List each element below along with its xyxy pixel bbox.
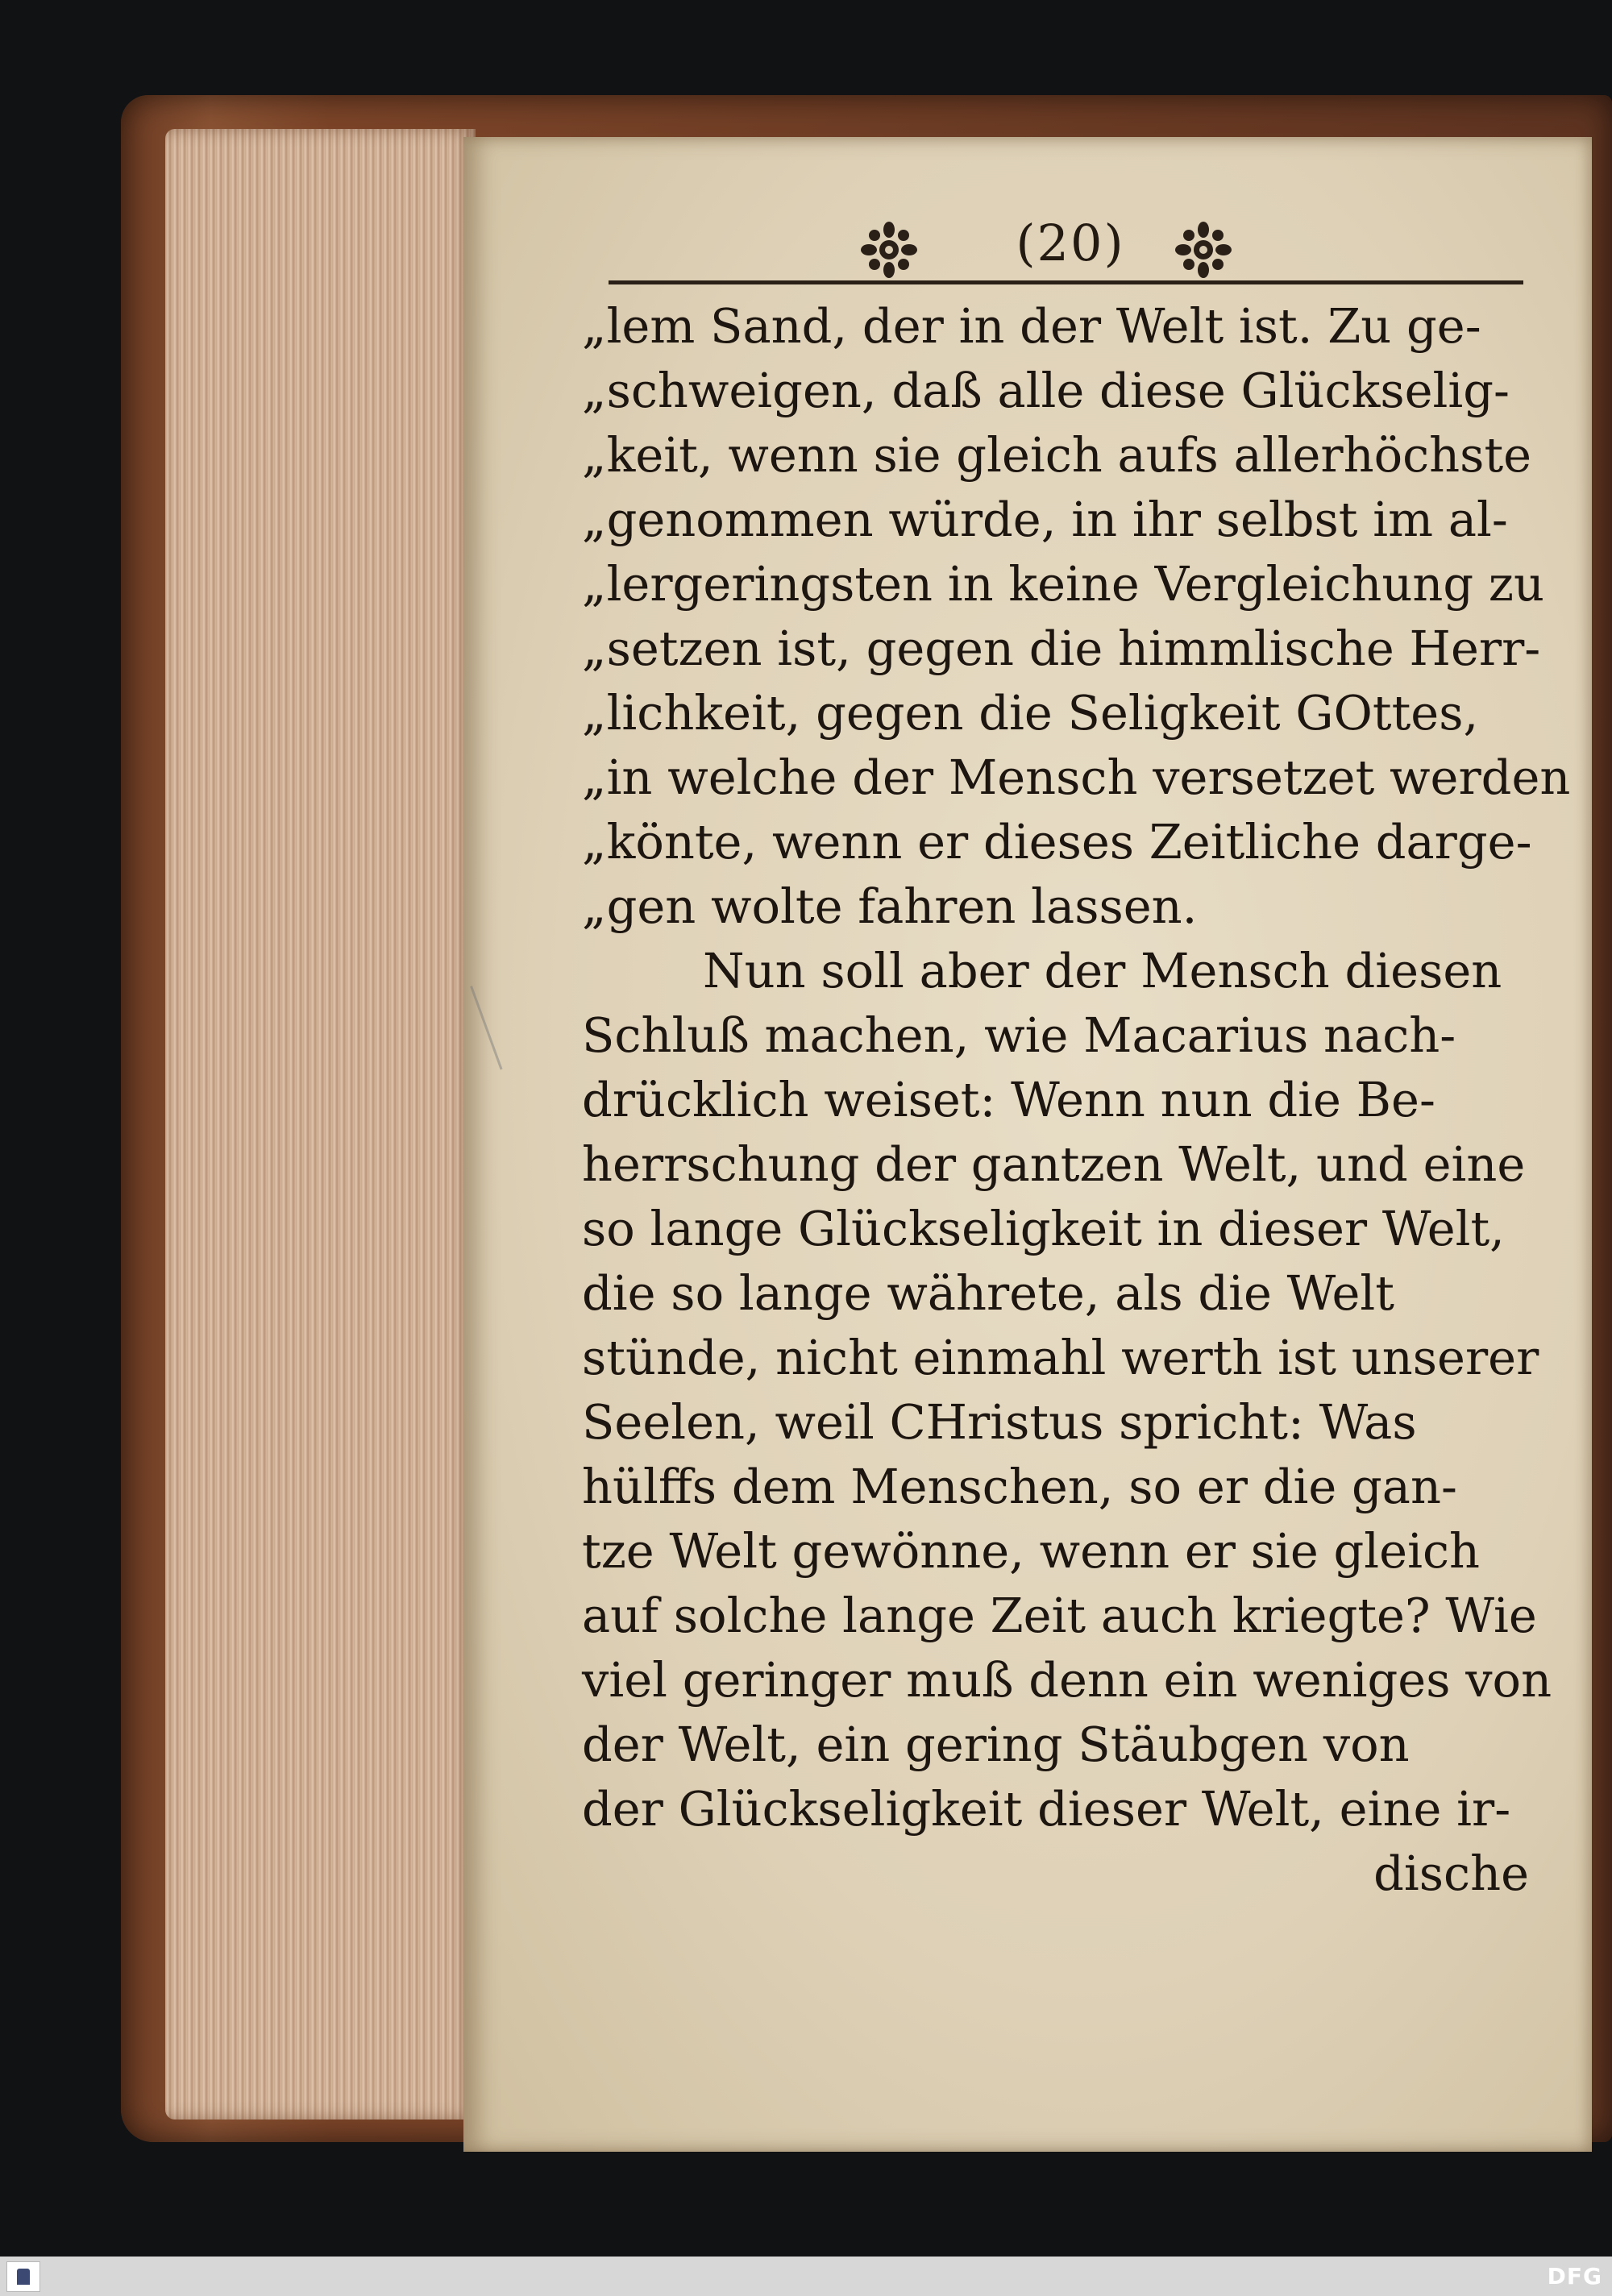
footer-label: DFG [1547,2263,1602,2290]
library-logo-icon [6,2261,40,2292]
catchword: dische [1373,1846,1529,1901]
text-line: „genommen würde, in ihr selbst im al- [582,492,1508,547]
text-line: stünde, nicht einmahl werth ist unserer [582,1330,1539,1385]
flower-ornament-icon [1175,222,1232,278]
text-line: „lem Sand, der in der Welt ist. Zu ge- [582,298,1481,354]
text-line: die so lange währete, als die Welt [582,1265,1394,1321]
text-line: Seelen, weil CHristus spricht: Was [582,1394,1417,1450]
text-line: so lange Glückseligkeit in dieser Welt, [582,1201,1505,1256]
text-line: drücklich weiset: Wenn nun die Be- [582,1072,1435,1127]
text-line: Nun soll aber der Mensch diesen [703,943,1502,999]
flower-ornament-icon [861,222,917,278]
text-line: der Welt, ein gering Stäubgen von [582,1717,1410,1772]
text-line: „in welche der Mensch versetzet werden [582,749,1571,805]
text-line: Schluß machen, wie Macarius nach- [582,1007,1456,1063]
header-rule [609,280,1523,284]
text-line: „könte, wenn er dieses Zeitliche darge- [582,814,1532,870]
footer-bar [0,2257,1612,2296]
text-line: viel geringer muß denn ein weniges von [582,1652,1552,1708]
page-edges [165,129,476,2120]
text-line: „lichkeit, gegen die Seligkeit GOttes, [582,685,1479,741]
text-block [582,294,1571,1906]
text-line: hülffs dem Menschen, so er die gan- [582,1459,1457,1514]
text-line: auf solche lange Zeit auch kriegte? Wie [582,1588,1537,1643]
text-line: „keit, wenn sie gleich aufs allerhöchste [582,427,1532,483]
text-line: herrschung der gantzen Welt, und eine [582,1136,1526,1192]
text-line: der Glückseligkeit dieser Welt, eine ir- [582,1781,1511,1837]
text-line: „lergeringsten in keine Vergleichung zu [582,556,1544,612]
text-line: tze Welt gewönne, wenn er sie gleich [582,1523,1480,1579]
text-line: „schweigen, daß alle diese Glückselig- [582,363,1510,418]
text-line: „setzen ist, gegen die himmlische Herr- [582,621,1541,676]
text-line: „gen wolte fahren lassen. [582,878,1198,934]
page-number: (20) [1016,214,1125,272]
